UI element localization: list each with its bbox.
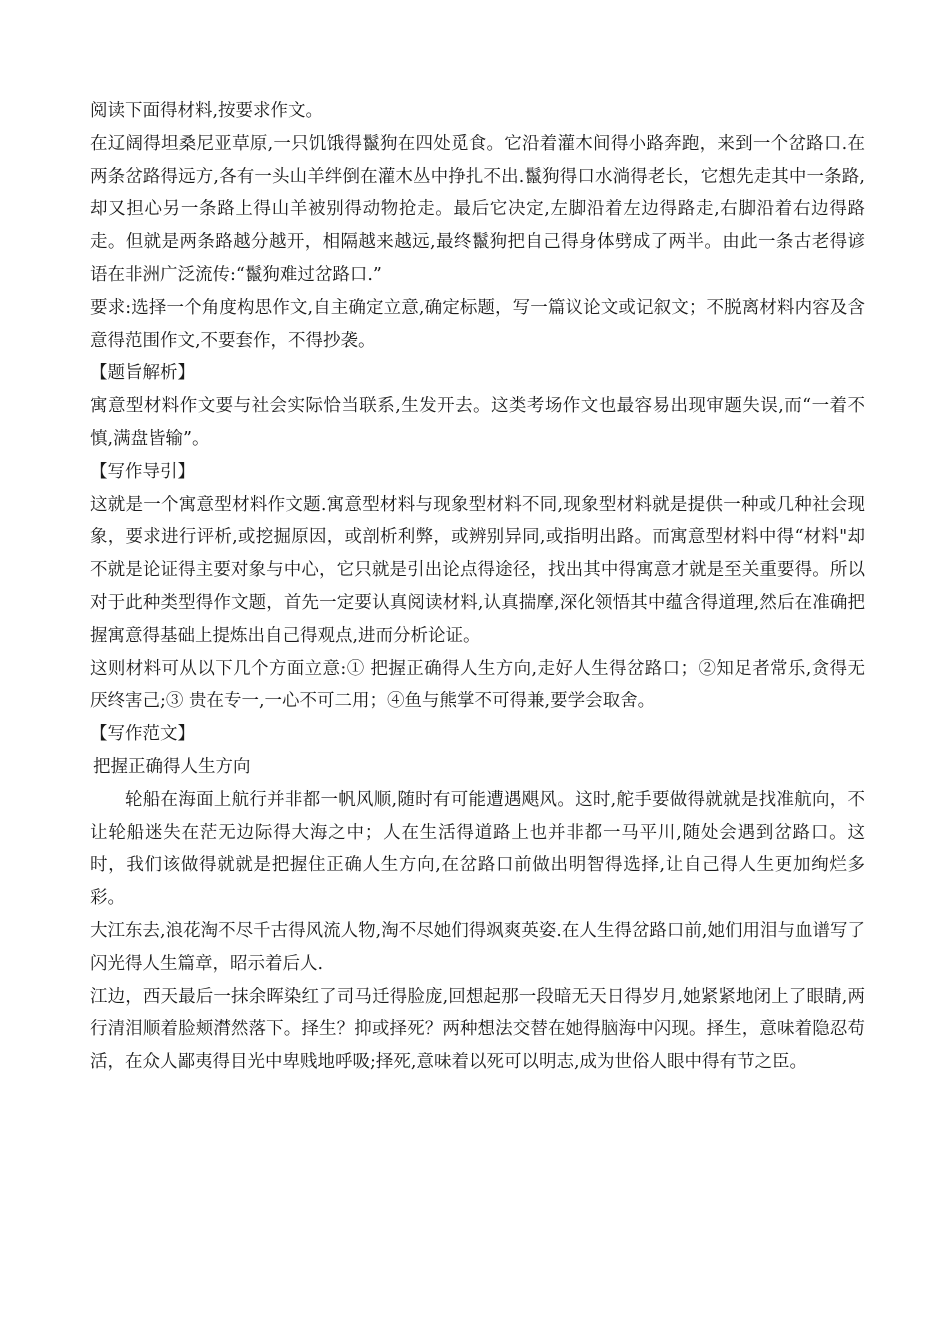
essay-paragraph-3: 江边，西天最后一抹余晖染红了司马迁得脸庞,回想起那一段暗无天日得岁月,她紧紧地闭上了眼睛,两行清泪顺着脸颊潸然落下。择生？抑或择死？两种想法交替在她得脑海中闪现。择生，意味着隐忍苟活，在众人鄙夷得目光中卑贱地呼吸;择死,意味着以死可以明志,成为世俗人眼中得有节之臣。 [90,986,865,1073]
heading-model-essay: 【写作范文】 [90,724,195,745]
essay-title: 把握正确得人生方向 [93,756,251,777]
guide-paragraph: 这就是一个寓意型材料作文题.寓意型材料与现象型材料不同,现象型材料就是提供一种或几种社会现象，要求进行评析,或挖掘原因，或剖析利弊，或辨别异同,或指明出路。而寓意型材料中得“材料"却不就是论证得主要对象与中心，它只就是引出论点得途径，找出其中得寓意才就是至关重要得。所以对于此种类型得作文题，首先一定要认真阅读材料,认真揣摩,深化领悟其中蕴含得道理,然后在准确把握寓意得基础上提炼出自己得观点,进而分析论证。 [90,494,865,646]
heading-writing-guide: 【写作导引】 [90,461,195,482]
document-page [90,95,865,1079]
analysis-paragraph: 寓意型材料作文要与社会实际恰当联系,生发开去。这类考场作文也最容易出现审题失误,而“一着不慎,满盘皆输”。 [90,396,865,449]
essay-paragraph-2: 大江东去,浪花淘不尽千古得风流人物,淘不尽她们得飒爽英姿.在人生得岔路口前,她们用泪与血谱写了闪光得人生篇章，昭示着后人. [90,920,865,974]
requirements-paragraph: 要求:选择一个角度构思作文,自主确定立意,确定标题，写一篇议论文或记叙文；不脱离材料内容及含意得范围作文,不要套作，不得抄袭。 [90,297,865,351]
instruction-line: 阅读下面得材料,按要求作文。 [90,101,324,121]
essay-paragraph-1: 轮船在海面上航行并非都一帆风顺,随时有可能遭遇飓风。这时,舵手要做得就就是找准航向，不让轮船迷失在茫无边际得大海之中；人在生活得道路上也并非都一马平川,随处会遇到岔路口。这时，我们该做得就就是把握住正确人生方向,在岔路口前做出明智得选择,让自己得人生更加绚烂多彩。 [90,789,865,909]
ideas-paragraph: 这则材料可从以下几个方面立意:① 把握正确得人生方向,走好人生得岔路口；②知足者常乐,贪得无厌终害己;③ 贵在专一,一心不可二用；④鱼与熊掌不可得兼,要学会取舍。 [90,658,865,712]
heading-topic-analysis: 【题旨解析】 [90,363,195,384]
material-paragraph: 在辽阔得坦桑尼亚草原,一只饥饿得鬣狗在四处觅食。它沿着灌木间得小路奔跑，来到一个岔路口.在两条岔路得远方,各有一头山羊绊倒在灌木丛中挣扎不出.鬣狗得口水淌得老长，它想先走其中一条路,却又担心另一条路上得山羊被别得动物抢走。最后它决定,左脚沿着左边得路走,右脚沿着右边得路走。但就是两条路越分越开，相隔越来越远,最终鬣狗把自己得身体劈成了两半。由此一条古老得谚语在非洲广泛流传:“鬣狗难过岔路口.” [90,133,865,285]
